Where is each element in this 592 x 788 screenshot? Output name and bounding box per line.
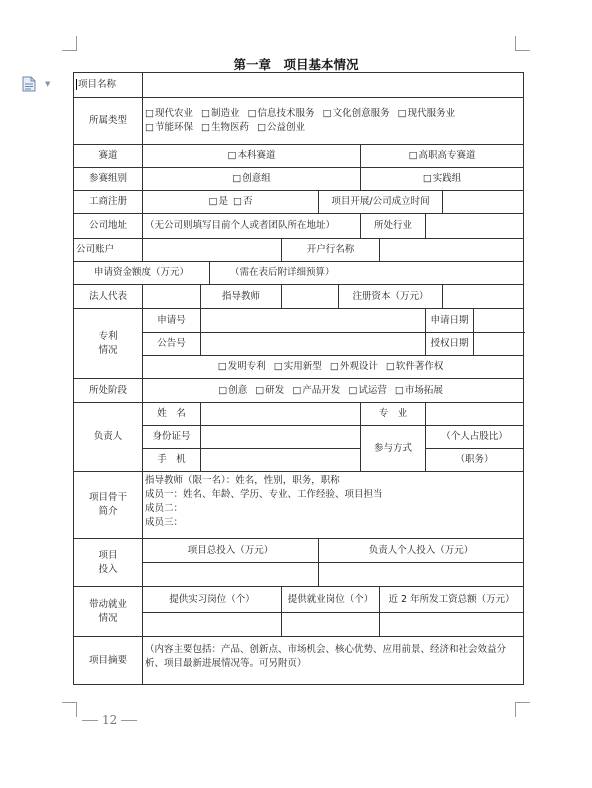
- legal-rep-field[interactable]: [143, 285, 201, 309]
- core-team-line: 成员二：: [145, 503, 184, 514]
- leader-label: 负责人: [74, 403, 143, 472]
- patent-type-option[interactable]: □ 实用新型: [274, 361, 322, 372]
- group-option-idea[interactable]: □ 创意组: [143, 168, 361, 191]
- project-name-field[interactable]: [143, 73, 524, 98]
- investment-label: 项目 投入: [74, 539, 143, 587]
- stage-label: 所处阶段: [74, 379, 143, 403]
- document-icon[interactable]: [22, 76, 36, 92]
- legal-rep-label: 法人代表: [74, 285, 143, 309]
- salary-label: 近 2 年所发工资总额（万元）: [380, 587, 524, 613]
- phone-field[interactable]: [201, 449, 361, 472]
- apply-date-label: 申请日期: [426, 309, 474, 333]
- funding-field[interactable]: （需在表后附详细预算）: [210, 262, 524, 285]
- core-team-line: 指导教师（限一名）：姓名，性别，职务，职称: [145, 475, 340, 486]
- page-number: 12: [78, 713, 141, 727]
- category-label: 所属类型: [74, 98, 143, 145]
- category-option[interactable]: □ 生物医药: [201, 122, 249, 133]
- patent-type-option[interactable]: □ 软件著作权: [386, 361, 444, 372]
- start-time-label: 项目开展/公司成立时间: [319, 191, 443, 214]
- track-option-undergrad[interactable]: □ 本科赛道: [143, 145, 361, 168]
- id-field[interactable]: [201, 426, 361, 449]
- id-label: 身份证号: [143, 426, 201, 449]
- project-info-form: [73, 72, 524, 685]
- category-option[interactable]: □ 信息技术服务: [248, 108, 315, 119]
- bank-field[interactable]: [380, 239, 524, 262]
- salary-field[interactable]: [380, 613, 524, 637]
- category-option[interactable]: □ 制造业: [201, 108, 240, 119]
- address-field[interactable]: （无公司则填写目前个人或者团队所在地址）: [143, 214, 361, 239]
- group-label: 参赛组别: [74, 168, 143, 191]
- phone-label: 手 机: [143, 449, 201, 472]
- stage-option[interactable]: □ 创意: [218, 385, 247, 396]
- page-number-dash: [121, 720, 137, 721]
- category-options: [143, 98, 524, 145]
- pub-no-label: 公告号: [143, 333, 201, 356]
- category-option[interactable]: □ 节能环保: [145, 122, 193, 133]
- stage-options: [143, 379, 524, 403]
- core-team-label: 项目骨干 简介: [74, 472, 143, 539]
- share-field[interactable]: （个人占股比）: [426, 426, 524, 449]
- summary-label: 项目摘要: [74, 637, 143, 685]
- leader-name-label: 姓 名: [143, 403, 201, 426]
- total-investment-label: 项目总投入（万元）: [143, 539, 319, 563]
- core-team-line: 成员一：姓名、年龄、学历、专业、工作经验、项目担当: [145, 489, 383, 500]
- registered-options[interactable]: □ 是□ 否: [143, 191, 319, 214]
- category-option[interactable]: □ 文化创意服务: [323, 108, 390, 119]
- category-option[interactable]: □ 现代农业: [145, 108, 193, 119]
- stage-option[interactable]: □ 市场拓展: [395, 385, 443, 396]
- capital-label: 注册资本（万元）: [339, 285, 443, 309]
- group-option-practice[interactable]: □ 实践组: [361, 168, 524, 191]
- grant-date-label: 授权日期: [426, 333, 474, 356]
- crop-mark-top-left: [62, 36, 77, 51]
- employment-label: 带动就业 情况: [74, 587, 143, 637]
- track-label: 赛道: [74, 145, 143, 168]
- internship-field[interactable]: [143, 613, 282, 637]
- dropdown-caret-icon[interactable]: ▼: [45, 80, 51, 88]
- core-team-field[interactable]: [143, 472, 524, 539]
- industry-label: 所处行业: [361, 214, 426, 239]
- crop-mark-top-right: [515, 36, 530, 51]
- summary-field[interactable]: （内容主要包括：产品、创新点、市场机会、核心优势、应用前景、经济和社会效益分析、项目最新进展情况等。可另附页）: [143, 637, 524, 685]
- crop-mark-bottom-left: [62, 702, 77, 717]
- pub-no-field[interactable]: [201, 333, 426, 356]
- funding-label: 申请资金额度（万元）: [74, 262, 210, 285]
- capital-field[interactable]: [443, 285, 524, 309]
- patent-type-options: [143, 356, 524, 379]
- advisor-label: 指导教师: [201, 285, 282, 309]
- apply-date-field[interactable]: [474, 309, 524, 333]
- track-option-vocational[interactable]: □ 高职高专赛道: [361, 145, 524, 168]
- stage-option[interactable]: □ 研发: [255, 385, 284, 396]
- apply-no-field[interactable]: [201, 309, 426, 333]
- core-team-line: 成员三：: [145, 517, 184, 528]
- grant-date-field[interactable]: [474, 333, 524, 356]
- category-option[interactable]: □ 公益创业: [257, 122, 305, 133]
- patent-type-option[interactable]: □ 外观设计: [330, 361, 378, 372]
- jobs-field[interactable]: [282, 613, 380, 637]
- registered-label: 工商注册: [74, 191, 143, 214]
- account-field[interactable]: [143, 239, 282, 262]
- position-field[interactable]: （职务）: [426, 449, 524, 472]
- project-name-label: 项目名称: [74, 73, 143, 98]
- patent-type-option[interactable]: □ 发明专利: [218, 361, 266, 372]
- stage-option[interactable]: □ 产品开发: [292, 385, 340, 396]
- bank-label: 开户行名称: [282, 239, 380, 262]
- crop-mark-bottom-right: [515, 702, 530, 717]
- internship-label: 提供实习岗位（个）: [143, 587, 282, 613]
- total-investment-field[interactable]: [143, 563, 319, 587]
- personal-investment-label: 负责人个人投入（万元）: [319, 539, 524, 563]
- page-number-dash: [82, 720, 98, 721]
- major-field[interactable]: [426, 403, 524, 426]
- leader-name-field[interactable]: [201, 403, 361, 426]
- industry-field[interactable]: [426, 214, 524, 239]
- personal-investment-field[interactable]: [319, 563, 524, 587]
- stage-option[interactable]: □ 试运营: [348, 385, 387, 396]
- contact-label: 参与方式: [361, 426, 426, 472]
- jobs-label: 提供就业岗位（个）: [282, 587, 380, 613]
- page-title: 第一章 项目基本情况: [233, 57, 359, 72]
- account-label: 公司账户: [74, 239, 143, 262]
- patent-label: 专利 情况: [74, 309, 143, 379]
- major-label: 专 业: [361, 403, 426, 426]
- advisor-field[interactable]: [282, 285, 339, 309]
- address-label: 公司地址: [74, 214, 143, 239]
- apply-no-label: 申请号: [143, 309, 201, 333]
- start-time-field[interactable]: [443, 191, 524, 214]
- category-option[interactable]: □ 现代服务业: [398, 108, 456, 119]
